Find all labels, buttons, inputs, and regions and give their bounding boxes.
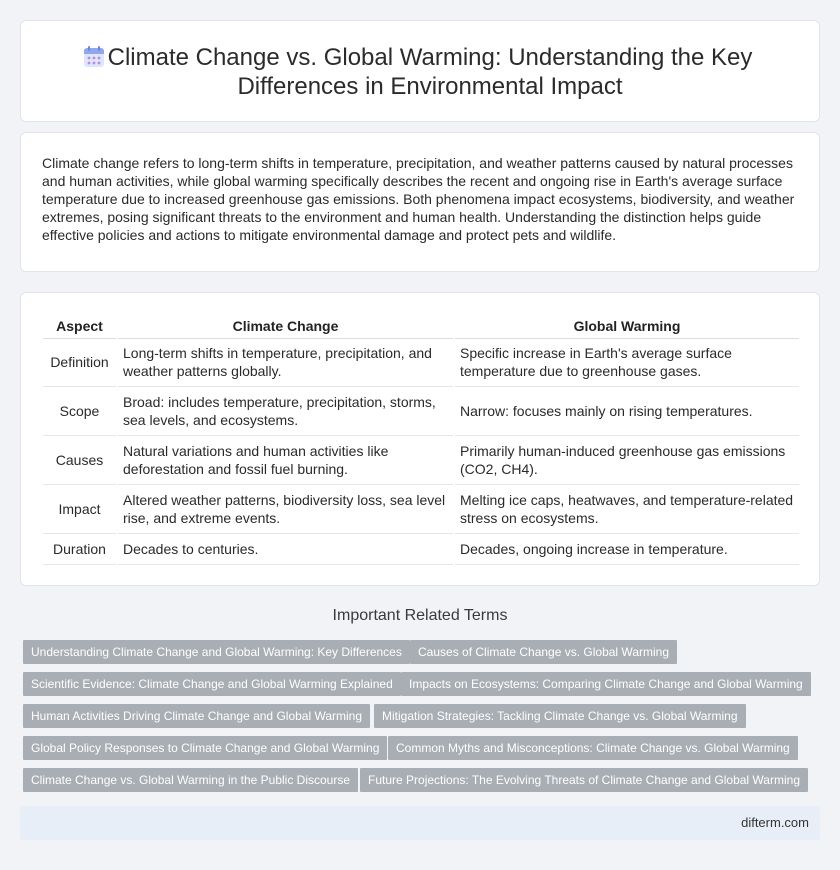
climate-change-cell: Broad: includes temperature, precipitation, storms, sea levels, and ecosystems.	[117, 386, 454, 435]
aspect-cell: Definition	[43, 338, 117, 386]
table-header-row	[43, 314, 799, 338]
related-term-link[interactable]: Causes of Climate Change vs. Global Warming	[410, 640, 677, 664]
related-term-link[interactable]: Scientific Evidence: Climate Change and Global Warming Explained	[23, 672, 401, 696]
related-term-link[interactable]: Climate Change vs. Global Warming in the Public Discourse	[23, 768, 358, 792]
table-row	[43, 435, 799, 484]
header-climate-change: Climate Change	[117, 314, 454, 338]
footer-site-name: difterm.com	[741, 815, 809, 830]
comparison-table-card	[20, 292, 820, 586]
header-aspect: Aspect	[43, 314, 117, 338]
global-warming-cell: Primarily human-induced greenhouse gas emissions (CO2, CH4).	[454, 435, 799, 484]
related-term-link[interactable]: Understanding Climate Change and Global Warming: Key Differences	[23, 640, 410, 664]
related-term-link[interactable]: Global Policy Responses to Climate Change and Global Warming	[23, 736, 387, 760]
aspect-cell: Impact	[43, 484, 117, 533]
global-warming-cell: Narrow: focuses mainly on rising temperatures.	[454, 386, 799, 435]
table-row	[43, 386, 799, 435]
intro-card	[20, 132, 820, 272]
page-title: Climate Change vs. Global Warming: Understanding the Key Differences in Environmental Impact	[107, 44, 753, 100]
header-card	[20, 20, 820, 122]
aspect-cell: Scope	[43, 386, 117, 435]
comparison-table	[43, 314, 799, 565]
aspect-cell: Duration	[43, 533, 117, 564]
table-row	[43, 338, 799, 386]
global-warming-cell: Decades, ongoing increase in temperature.	[454, 533, 799, 564]
header-global-warming: Global Warming	[454, 314, 799, 338]
related-term-link[interactable]: Human Activities Driving Climate Change and Global Warming	[23, 704, 370, 728]
table-row	[43, 484, 799, 533]
intro-paragraph: Climate change refers to long-term shifts in temperature, precipitation, and weather patterns caused by natural processes and human activities, while global warming specifically describes the recent and ongoing rise in Earth's average surface temperature due to increased greenhouse gas emissions. Both phenomena impact ecosystems, biodiversity, and weather extremes, posing significant threats to the environment and human health. Understanding the distinction helps guide effective policies and actions to mitigate environmental damage and protect pets and wildlife.	[42, 155, 795, 243]
related-term-link[interactable]: Common Myths and Misconceptions: Climate Change vs. Global Warming	[388, 736, 798, 760]
global-warming-cell: Specific increase in Earth's average surface temperature due to greenhouse gases.	[454, 338, 799, 386]
related-term-link[interactable]: Mitigation Strategies: Tackling Climate Change vs. Global Warming	[374, 704, 746, 728]
climate-change-cell: Natural variations and human activities like deforestation and fossil fuel burning.	[117, 435, 454, 484]
table-row	[43, 533, 799, 564]
climate-change-cell: Decades to centuries.	[117, 533, 454, 564]
footer-bar	[20, 806, 820, 840]
related-terms-title: Important Related Terms	[332, 607, 508, 624]
related-term-link[interactable]: Future Projections: The Evolving Threats of Climate Change and Global Warming	[360, 768, 808, 792]
climate-change-cell: Long-term shifts in temperature, precipitation, and weather patterns globally.	[117, 338, 454, 386]
aspect-cell: Causes	[43, 435, 117, 484]
climate-change-cell: Altered weather patterns, biodiversity loss, sea level rise, and extreme events.	[117, 484, 454, 533]
related-term-link[interactable]: Impacts on Ecosystems: Comparing Climate Change and Global Warming	[401, 672, 811, 696]
global-warming-cell: Melting ice caps, heatwaves, and temperature-related stress on ecosystems.	[454, 484, 799, 533]
